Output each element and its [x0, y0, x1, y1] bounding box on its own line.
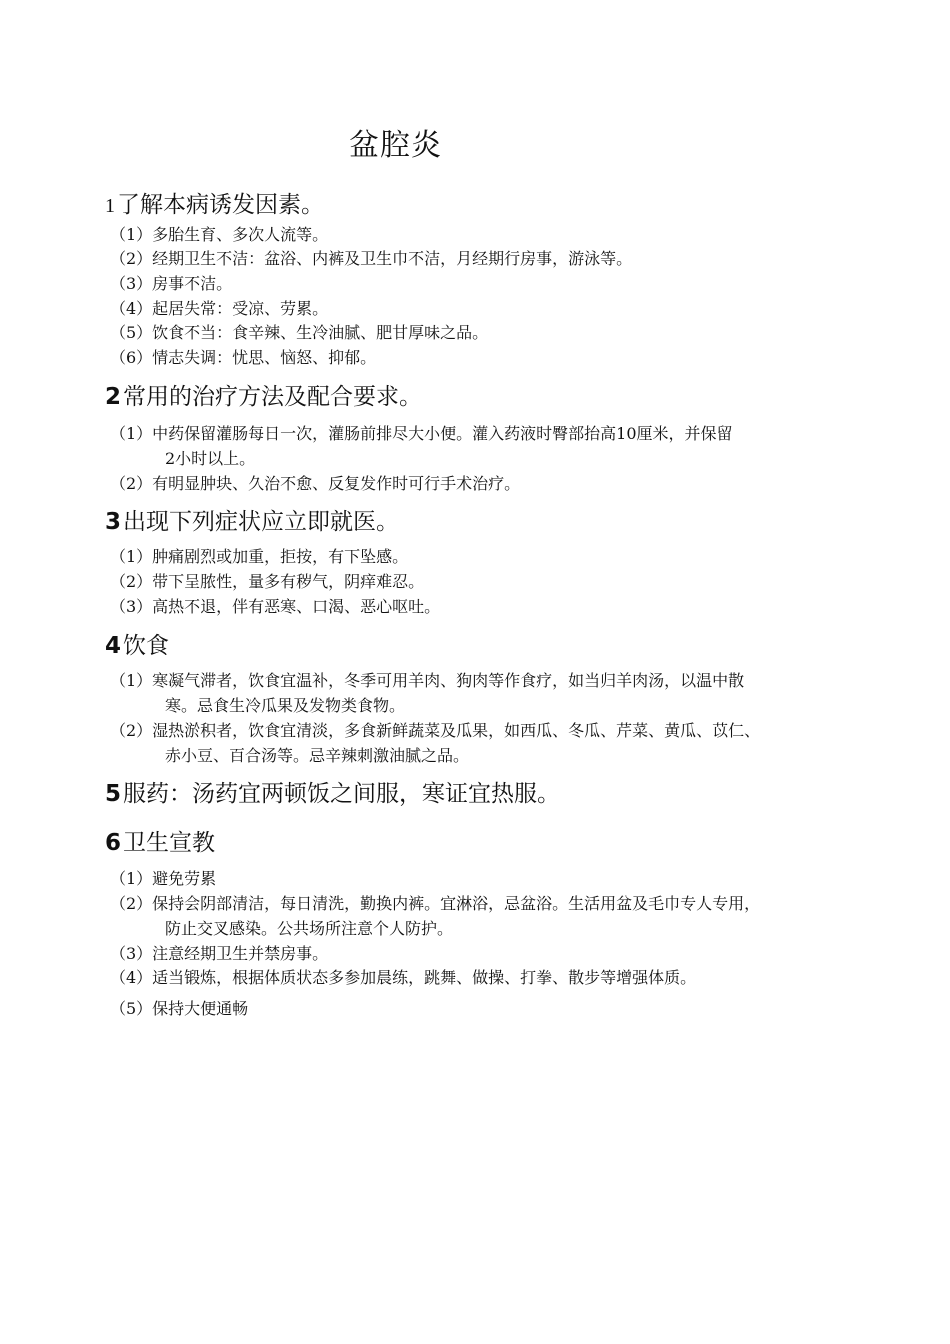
- section-3-item-3: （3）高热不退，伴有恶寒、口渴、恶心呕吐。: [110, 597, 441, 616]
- section-3-heading: [105, 503, 399, 536]
- section-1-item-3: （3）房事不洁。: [110, 274, 233, 293]
- section-1-heading: [105, 186, 324, 219]
- section-4-number: 4: [105, 633, 122, 659]
- section-6-item-4: （4）适当锻炼，根据体质状态多参加晨练，跳舞、做操、打拳、散步等增强体质。: [110, 968, 697, 987]
- section-3-item-1: （1）肿痛剧烈或加重，拒按，有下坠感。: [110, 547, 409, 566]
- section-1-number: 1: [105, 195, 115, 217]
- section-2-item-1-continued: 2小时以上。: [165, 449, 256, 468]
- section-3-number: 3: [105, 509, 122, 535]
- section-6-title: 卫生宣教: [123, 830, 216, 856]
- section-6-item-3: （3）注意经期卫生并禁房事。: [110, 944, 329, 963]
- section-2-title: 常用的治疗方法及配合要求。: [123, 384, 423, 410]
- section-6-heading: [105, 824, 215, 857]
- section-5-heading: [105, 775, 560, 808]
- section-6-item-2-continued: 防止交叉感染。公共场所注意个人防护。: [165, 919, 454, 938]
- section-4-item-2: （2）湿热淤积者，饮食宜清淡，多食新鲜蔬菜及瓜果，如西瓜、冬瓜、芹菜、黄瓜、苡仁、: [110, 721, 761, 740]
- section-1-item-2: （2）经期卫生不洁：盆浴、内裤及卫生巾不洁，月经期行房事，游泳等。: [110, 249, 633, 268]
- section-1-item-5: （5）饮食不当：食辛辣、生冷油腻、肥甘厚味之品。: [110, 323, 489, 342]
- section-4-item-2-continued: 赤小豆、百合汤等。忌辛辣刺激油腻之品。: [165, 746, 470, 765]
- section-4-title: 饮食: [123, 633, 170, 659]
- section-2-number: 2: [105, 384, 122, 410]
- section-6-number: 6: [105, 830, 122, 856]
- section-4-item-1: （1）寒凝气滞者，饮食宜温补，冬季可用羊肉、狗肉等作食疗，如当归羊肉汤，以温中散: [110, 671, 745, 690]
- section-1-item-4: （4）起居失常：受凉、劳累。: [110, 299, 329, 318]
- section-6-item-5: （5）保持大便通畅: [110, 999, 249, 1018]
- section-1-title: 了解本病诱发因素。: [117, 192, 324, 218]
- section-2-heading: [105, 378, 422, 411]
- section-6-item-1: （1）避免劳累: [110, 869, 217, 888]
- section-5-number: 5: [105, 781, 122, 807]
- section-6-item-2: （2）保持会阴部清洁，每日清洗，勤换内裤。宜淋浴，忌盆浴。生活用盆及毛巾专人专用，: [110, 894, 761, 913]
- section-2-item-1: （1）中药保留灌肠每日一次，灌肠前排尽大小便。灌入药液时臀部抬高10厘米，并保留: [110, 424, 733, 443]
- section-1-item-1: （1）多胎生育、多次人流等。: [110, 225, 329, 244]
- section-1-item-6: （6）情志失调：忧思、恼怒、抑郁。: [110, 348, 377, 367]
- document-title: 盆腔炎: [349, 128, 442, 163]
- section-2-item-2: （2）有明显肿块、久治不愈、反复发作时可行手术治疗。: [110, 474, 521, 493]
- section-3-title: 出现下列症状应立即就医。: [123, 509, 400, 535]
- section-5-title: 服药：汤药宜两顿饭之间服，寒证宜热服。: [123, 781, 561, 807]
- section-4-item-1-continued: 寒。忌食生冷瓜果及发物类食物。: [165, 696, 406, 715]
- section-4-heading: [105, 627, 169, 660]
- section-3-item-2: （2）带下呈脓性，量多有秽气，阴痒难忍。: [110, 572, 425, 591]
